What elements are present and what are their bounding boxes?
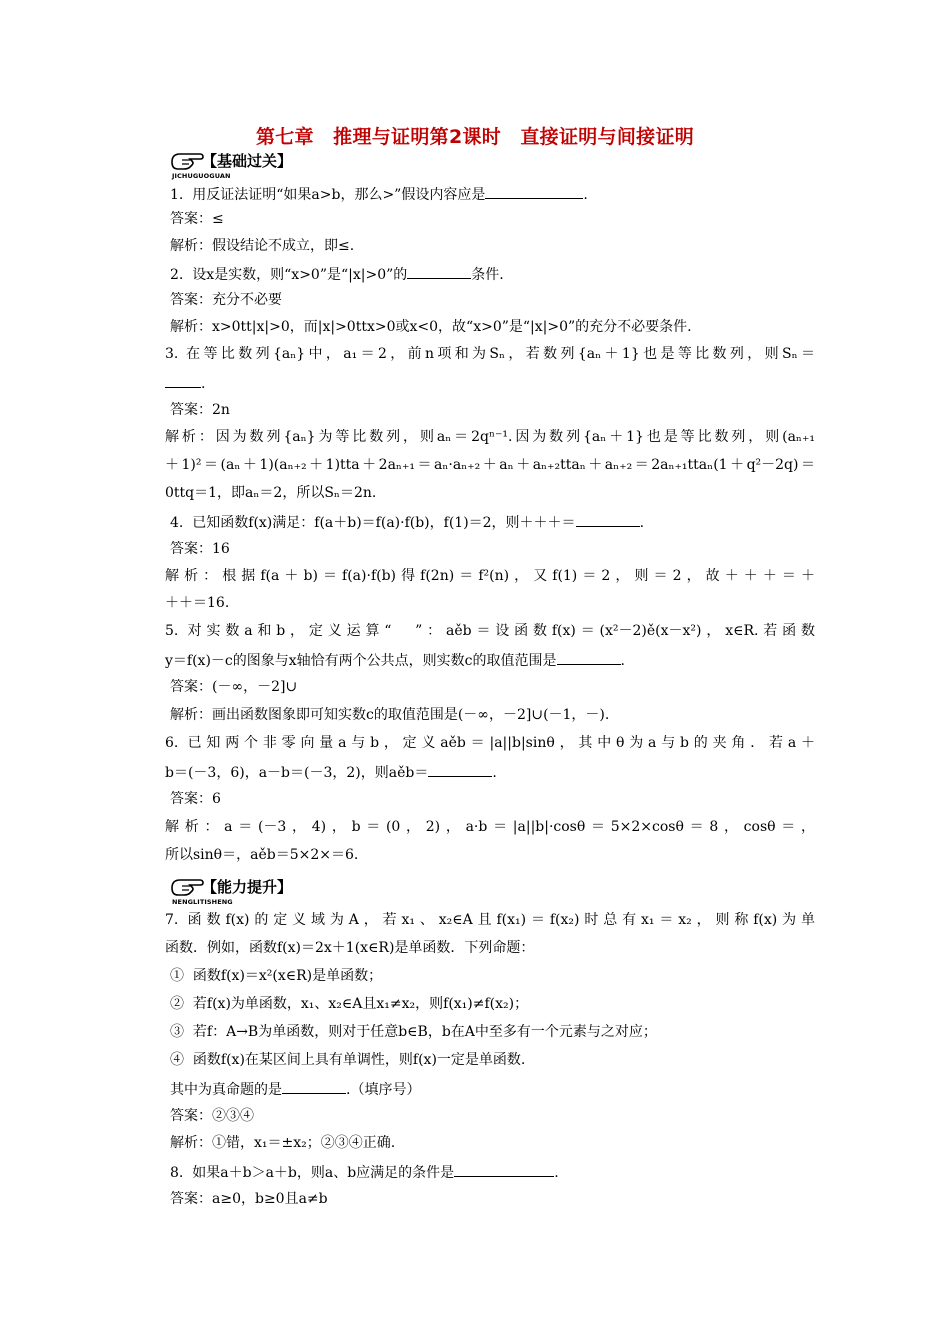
analysis-7: 解析：①错，x₁＝±x₂；②③④正确.: [170, 1135, 396, 1151]
pointing-hand-icon: [170, 150, 204, 172]
page-title: 第七章 推理与证明第2课时 直接证明与间接证明: [255, 126, 695, 148]
pointing-hand-icon: [170, 876, 204, 898]
analysis-3-line-3: 0ttq＝1，即aₙ＝2，所以Sₙ＝2n.: [165, 485, 377, 501]
question-5-line-2: y＝f(x)－c的图象与x轴恰有两个公共点，则实数c的取值范围是 .: [165, 650, 625, 670]
analysis-5: 解析：画出函数图象即可知实数c的取值范围是(－∞，－2]∪(－1，－).: [170, 707, 610, 723]
question-7-prompt: 其中为真命题的是 .（填序号）: [170, 1079, 420, 1099]
question-7-line-2: 函数．例如，函数f(x)＝2x＋1(x∈R)是单函数．下列命题：: [165, 940, 535, 956]
answer-5: 答案：(－∞，－2]∪: [170, 679, 298, 695]
question-1: 1. 用反证法证明“如果a>b，那么>”假设内容应是 .: [170, 184, 588, 204]
section-pinyin: NENGLITISHENG: [172, 898, 233, 906]
question-4: 4. 已知函数f(x)满足：f(a＋b)＝f(a)·f(b)，f(1)＝2，则＋＋＋＝ .: [170, 512, 644, 532]
answer-6: 答案：6: [170, 791, 221, 807]
section-title: 【基础过关】: [202, 152, 293, 170]
question-3: 3. 在等比数列{aₙ}中，a₁＝2，前n项和为Sₙ，若数列{aₙ＋1}也是等比数列，则Sₙ＝: [165, 346, 815, 362]
question-2: 2. 设x是实数，则“x>0”是“|x|>0”的 条件.: [170, 264, 504, 284]
proposition-1: ① 函数f(x)＝x²(x∈R)是单函数；: [170, 968, 383, 984]
question-5-line-1: 5. 对实数a和b，定义运算“ ”：aěb＝设函数f(x)＝(x²－2)ě(x－x²)，x∈R.若函数: [165, 623, 815, 639]
analysis-2: 解析：x>0tt|x|>0，而|x|>0ttx>0或x<0，故“x>0”是“|x|>0”的充分不必要条件.: [170, 319, 692, 335]
proposition-2: ② 若f(x)为单函数，x₁、x₂∈A且x₁≠x₂，则f(x₁)≠f(x₂)；: [170, 996, 529, 1012]
answer-4: 答案：16: [170, 541, 230, 557]
analysis-1: 解析：假设结论不成立，即≤.: [170, 238, 355, 254]
answer-3: 答案：2n: [170, 402, 230, 418]
analysis-4-line-1: 解析：根据f(a＋b)＝f(a)·f(b)得f(2n)＝f²(n)，又f(1)＝2，则＝2，故＋＋＋＝＋: [165, 568, 815, 584]
answer-7: 答案：②③④: [170, 1108, 254, 1124]
answer-1: 答案：≤: [170, 211, 224, 227]
question-6-line-1: 6. 已知两个非零向量a与b，定义aěb＝|a||b|sinθ，其中θ为a与b的夹角．若a＋: [165, 735, 815, 751]
question-7-line-1: 7. 函数f(x)的定义域为A，若x₁、x₂∈A且f(x₁)＝f(x₂)时总有x₁＝x₂，则称f(x)为单: [165, 912, 815, 928]
section-header-advanced: [170, 876, 390, 910]
proposition-4: ④ 函数f(x)在某区间上具有单调性，则f(x)一定是单函数.: [170, 1052, 526, 1068]
proposition-3: ③ 若f：A→B为单函数，则对于任意b∈B，b在A中至多有一个元素与之对应；: [170, 1024, 657, 1040]
analysis-6-line-1: 解析：a＝(－3，4)，b＝(0，2)，a·b＝|a||b|·cosθ＝5×2×cosθ＝8，cosθ＝，: [165, 819, 815, 835]
analysis-3-line-1: 解析：因为数列{aₙ}为等比数列，则aₙ＝2qⁿ⁻¹.因为数列{aₙ＋1}也是等比数列，则(aₙ₊₁: [165, 429, 815, 445]
section-pinyin: JICHUGUOGUAN: [172, 172, 231, 180]
section-header-basic: [170, 150, 390, 184]
analysis-4-line-2: ＋＋＝16.: [165, 595, 230, 611]
section-title: 【能力提升】: [202, 878, 293, 896]
question-8: 8. 如果a＋b＞a＋b，则a、b应满足的条件是 .: [170, 1162, 559, 1182]
analysis-6-line-2: 所以sinθ＝，aěb＝5×2×＝6.: [165, 847, 359, 863]
answer-2: 答案：充分不必要: [170, 292, 282, 308]
question-3-blank: .: [165, 373, 205, 393]
analysis-3-line-2: ＋1)²＝(aₙ＋1)(aₙ₊₂＋1)tta＋2aₙ₊₁＝aₙ·aₙ₊₂＋aₙ＋aₙ₊₂ttaₙ＋aₙ₊₂＝2aₙ₊₁ttaₙ(1＋q²－2q)＝: [165, 457, 815, 473]
question-6-line-2: b＝(－3，6)，a－b＝(－3，2)，则aěb＝ .: [165, 762, 497, 782]
answer-8: 答案：a≥0，b≥0且a≠b: [170, 1191, 328, 1207]
